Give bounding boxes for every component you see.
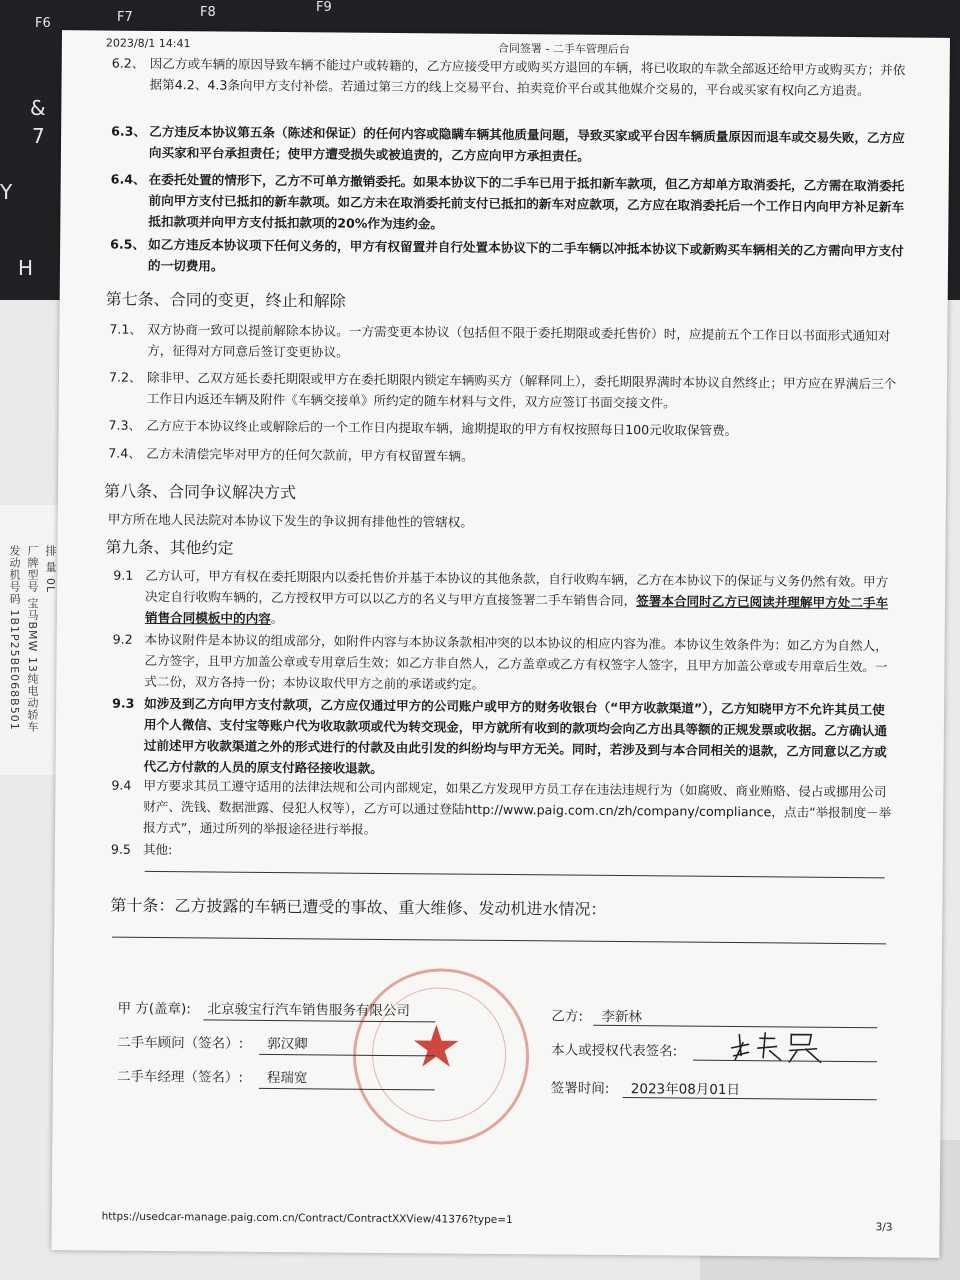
disclosure-line (112, 937, 886, 945)
clause-6-2: 6.2、 因乙方或车辆的原因导致车辆不能过户或转籍的，乙方应接受甲方或购买方退回的车辆，将已收取的车款全部返还给甲方或购买方；并依据第4.2、4.3条向甲方支付补偿。若通过第三方的线上交易平台、拍卖竞价平台或其他媒介交易的，平台或买家有权向乙方追责。 (111, 55, 906, 99)
seal-star-icon: ★ (409, 1012, 463, 1081)
key-ampersand: & (30, 96, 46, 120)
manager-label: 二手车经理（签名）: (116, 1068, 244, 1086)
clause-9-2: 9.2 本协议附件是本协议的组成部分，如附件内容与本协议条款相冲突的以本协议的相应内容为准。本协议生效条件为：如乙方为自然人，乙方签字，且甲方加盖公章或专用章后生效；如乙方非自然人，乙方盖章或乙方有权签字人签字，且甲方加盖公章或专用章后生效。一式二份，双方各持一份；本协议取代甲方之前的承诺或约定。 (112, 631, 888, 692)
clause-6-4: 6.4、 在委托处置的情形下，乙方不可单方撤销委托。如果本协议下的二手车已用于抵扣新车款项，但乙方却单方取消委托，乙方需在取消委托前向甲方支付已抵扣的新车款项。如乙方未在取消委托前支付已抵扣的新车对应款项，乙方应在取消委托后一个工作日内向甲方补足新车抵扣款项并向甲方支付抵扣款项的20%作为违约金。 (110, 171, 905, 232)
clause-9-1: 9.1 乙方认可，甲方有权在委托期限内以委托售价并基于本协议的其他条款，自行收购车辆，乙方在本协议下的保证与义务仍然有效。甲方决定自行收购车辆的，乙方授权甲方可以以乙方的名义与甲方直接签署二手车销售合同，签署本合同时乙方已阅读并理解甲方处二手车销售合同模板中的内容。 (113, 567, 889, 627)
manager-name: 程瑞宽 (266, 1069, 308, 1087)
key-seven: 7 (32, 124, 45, 148)
company-seal (352, 968, 530, 1146)
footer-url: https://usedcar-manage.paig.com.cn/Contract/ContractXXView/41376?type=1 (101, 1210, 513, 1227)
contract-page (51, 30, 950, 1258)
other-terms-line (145, 871, 885, 878)
side-doc-model: 厂牌型号 宝马BMW 13纯电动轿车 (26, 545, 39, 733)
side-doc-engine-number: 发动机号码 1B1P25BE068B501 (8, 545, 21, 731)
section-nine-heading: 第九条、其他约定 (105, 537, 234, 558)
clause-6-5: 6.5、 如乙方违反本协议项下任何义务的，甲方有权留置并自行处置本协议下的二手车辆以冲抵本协议下或新购买车辆相关的乙方需向甲方支付的一切费用。 (110, 236, 904, 274)
footer-page-number: 3/3 (875, 1221, 893, 1234)
print-page-title: 合同签署 - 二手车管理后台 (497, 41, 630, 57)
party-b-name: 李新林 (601, 1008, 642, 1026)
clause-7-4: 7.4、 乙方未清偿完毕对甲方的任何欠款前，甲方有权留置车辆。 (108, 445, 474, 464)
key-f6: F6 (35, 16, 51, 31)
key-y: Y (0, 180, 13, 204)
section-seven-heading: 第七条、合同的变更，终止和解除 (105, 289, 346, 311)
key-f7: F7 (117, 10, 133, 25)
clause-9-5: 9.5 其他: (110, 841, 173, 858)
section-ten-heading: 第十条：乙方披露的车辆已遭受的事故、重大维修、发动机进水情况： (110, 895, 607, 919)
clause-6-3: 6.3、 乙方违反本协议第五条（陈述和保证）的任何内容或隐瞒车辆其他质量问题，导致买家或平台因车辆质量原因而退车或交易失败，乙方应向买家和平台承担责任；使甲方遭受损失或被追责的，乙方应向甲方承担责任。 (111, 123, 905, 164)
advisor-label: 二手车顾问（签名）: (117, 1034, 244, 1052)
party-a-label: 甲 方(盖章): (117, 1000, 191, 1018)
key-f9: F9 (316, 0, 332, 15)
date-label: 签署时间: (550, 1080, 610, 1097)
clause-7-2: 7.2、 除非甲、乙双方延长委托期限或甲方在委托期限内锁定车辆购买方（解释同上），委托期限界满时本协议自然终止；甲方应在界满后三个工作日内返还车辆及附件《车辆交接单》所约定的随车材料与文件，双方应签订书面交接文件。 (108, 369, 897, 411)
key-f8: F8 (200, 5, 216, 20)
clause-9-3: 9.3 如涉及到乙方向甲方支付款项，乙方应仅通过甲方的公司账户或甲方的财务收银台（“甲方收款渠道”），乙方知晓甲方不允许其员工使用个人微信、支付宝等账户代为收取款项或代为转交现金，甲方就所有收到的款项均会向乙方出具等额的正规发票或收据。乙方确认通过前述甲方收款渠道之外的形式进行的付款及由此引发的纠纷均与甲方无关。同时，若涉及到与本合同相关的退款，乙方同意以乙方或代乙方付款的人员的原支付路径接收退款。 (112, 695, 888, 776)
clause-7-1: 7.1、 双方协商一致可以提前解除本协议。一方需变更本协议（包括但不限于委托期限或委托售价）时，应提前五个工作日以书面形式通知对方，征得对方同意后签订变更协议。 (109, 321, 891, 360)
clause-7-3: 7.3、 乙方应于本协议终止或解除后的一个工作日内提取车辆，逾期提取的甲方有权按照每日100元收取保管费。 (108, 417, 738, 439)
party-b-label: 乙方: (551, 1008, 584, 1025)
print-timestamp: 2023/8/1 14:41 (105, 36, 191, 51)
clause-9-4: 9.4 甲方要求其员工遵守适用的法律法规和公司内部规定，如果乙方发现甲方员工存在违法违规行为（如腐败、商业贿赂、侵占或挪用公司财产、洗钱、数据泄露、侵犯人权等），乙方可以通过登陆http://www.paig.com.cn/zh/company/compliance，点击“举报制度－举报方式”，通过所列的举报途径进行举报。 (111, 777, 892, 837)
advisor-name: 郭汉卿 (267, 1035, 308, 1053)
side-doc-displacement: 排 量 0L (44, 545, 57, 594)
party-a-name: 北京骏宝行汽车销售服务有限公司 (207, 1001, 411, 1020)
section-eight-heading: 第八条、合同争议解决方式 (103, 481, 297, 503)
key-h: H (18, 256, 34, 280)
representative-label: 本人或授权代表签名: (551, 1042, 678, 1060)
sign-date: 2023年08月01日 (630, 1081, 741, 1099)
clause-8-text: 甲方所在地人民法院对本协议下发生的争议拥有排他性的管辖权。 (107, 511, 474, 530)
